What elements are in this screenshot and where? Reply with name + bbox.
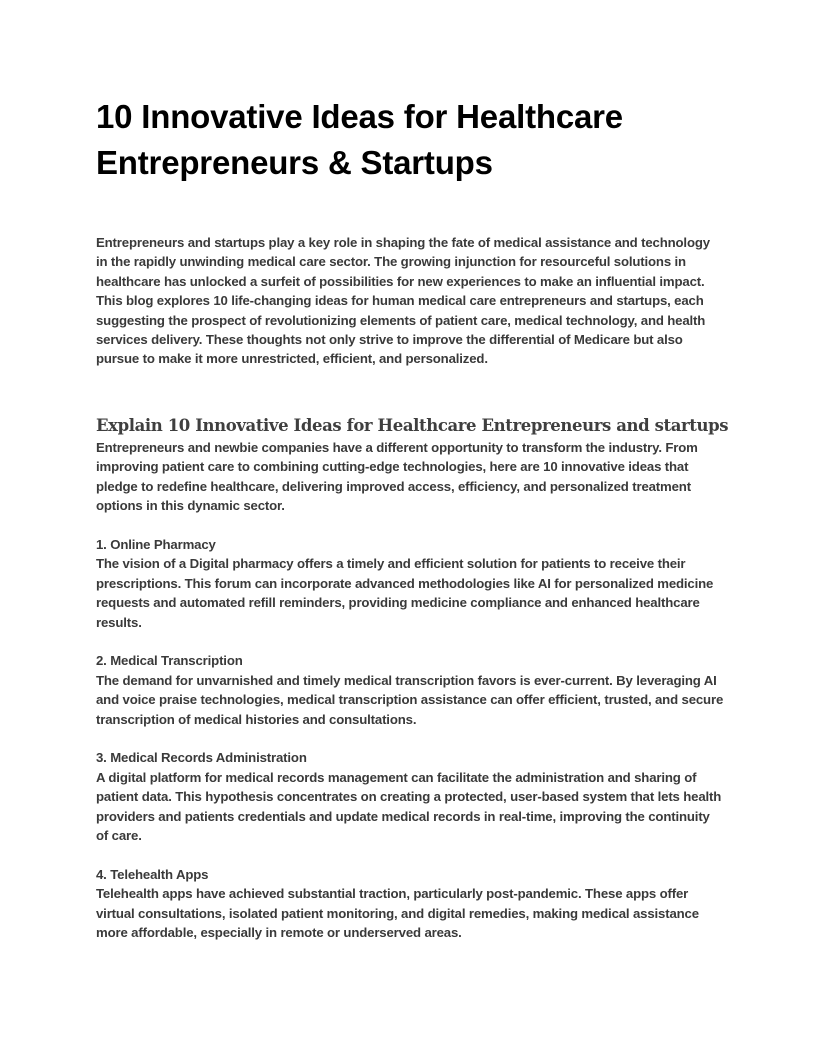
- idea-item-medical-transcription: [96, 651, 736, 729]
- idea-title: 1. Online Pharmacy: [96, 537, 216, 553]
- section-heading: Explain 10 Innovative Ideas for Healthcare Entrepreneurs and startups: [96, 416, 729, 435]
- ideas-section: [96, 414, 736, 943]
- idea-title: 2. Medical Transcription: [96, 653, 243, 669]
- idea-body: The demand for unvarnished and timely medical transcription favors is ever-current. By leveraging AI and voice praise technologies, medical transcription assistance can offer efficient, trusted, and secure transcription of medical histories and consultations.: [96, 672, 724, 727]
- idea-title: 3. Medical Records Administration: [96, 750, 307, 766]
- idea-item-online-pharmacy: [96, 535, 736, 632]
- section-intro-paragraph: Entrepreneurs and newbie companies have a different opportunity to transform the industry. From improving patient care to combining cutting-edge technologies, here are 10 innovative ideas that pledge to redefine healthcare, delivering improved access, efficiency, and personalized treatment options in this dynamic sector.: [96, 440, 698, 514]
- idea-body: Telehealth apps have achieved substantial traction, particularly post-pandemic. These apps offer virtual consultations, isolated patient monitoring, and digital remedies, making medical assistance more affordable, especially in remote or underserved areas.: [96, 886, 699, 941]
- idea-title: 4. Telehealth Apps: [96, 866, 209, 882]
- intro-paragraph: Entrepreneurs and startups play a key role in shaping the fate of medical assistance and technology in the rapidly unwinding medical care sector. The growing injunction for resourceful solutions in healthcare has unlocked a surfeit of possibilities for new experiences to make an influential impact. This blog explores 10 life-changing ideas for human medical care entrepreneurs and startups, each suggesting the prospect of revolutionizing elements of patient care, medical technology, and health services delivery. These thoughts not only strive to improve the differential of Medicare but also pursue to make it more unrestricted, efficient, and personalized.: [96, 235, 710, 367]
- idea-item-medical-records: [96, 748, 736, 845]
- idea-body: The vision of a Digital pharmacy offers a timely and efficient solution for patients to receive their prescriptions. This forum can incorporate advanced methodologies like AI for personalized medicine requests and automated refill reminders, providing medicine compliance and enhanced healthcare results.: [96, 556, 714, 630]
- idea-body: A digital platform for medical records management can facilitate the administration and sharing of patient data. This hypothesis concentrates on creating a protected, user-based system that lets health providers and patients credentials and update medical records in real-time, improving the continuity of care.: [96, 769, 722, 844]
- document-page: [96, 94, 729, 941]
- idea-item-telehealth-apps: [96, 865, 736, 943]
- document-title: 10 Innovative Ideas for Healthcare Entrepreneurs & Startups: [96, 98, 623, 181]
